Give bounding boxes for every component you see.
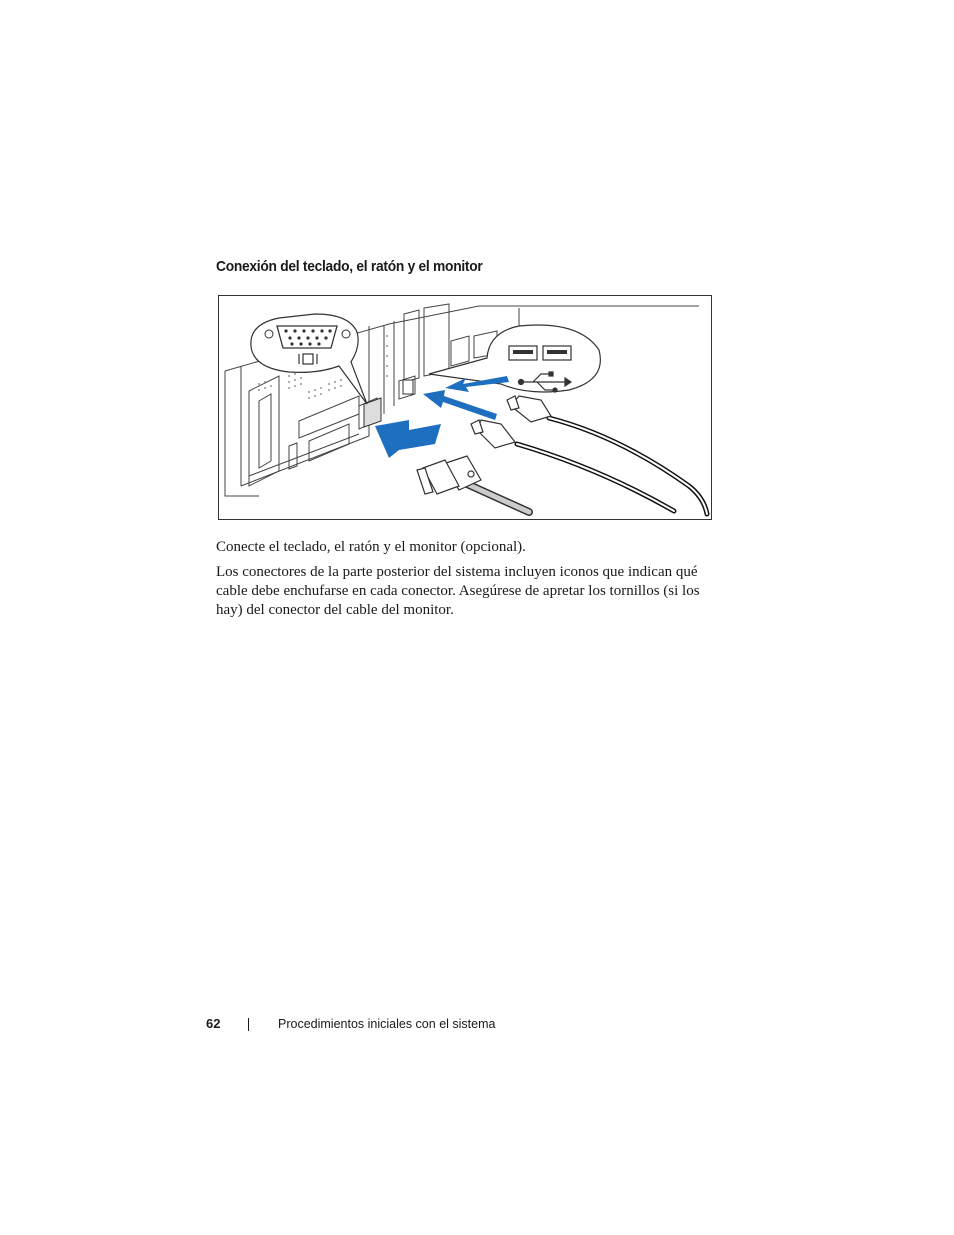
server-usb-port — [403, 380, 413, 394]
server-rear-illustration — [219, 296, 712, 520]
connection-arrows — [375, 376, 509, 458]
chapter-title: Procedimientos iniciales con el sistema — [278, 1017, 496, 1031]
vga-arrow — [375, 420, 441, 458]
page-number: 62 — [206, 1016, 221, 1031]
description-paragraph: Los conectores de la parte posterior del sistema incluyen iconos que indican qué cable debe enchufarse en cada conector. Asegúrese de apretar los tornillos (si los hay) del conector del cable del monitor. — [216, 564, 700, 618]
connection-figure — [218, 295, 712, 520]
usb-plug-lower — [471, 420, 515, 448]
usb-arrow-lower — [423, 390, 497, 420]
vga-port-icon — [251, 314, 367, 404]
footer-separator — [248, 1018, 249, 1031]
section-heading: Conexión del teclado, el ratón y el monitor — [216, 258, 483, 275]
usb-port-icon — [429, 325, 600, 392]
usb-plug-upper — [507, 396, 551, 422]
instruction-paragraph: Conecte el teclado, el ratón y el monitor (opcional). — [216, 539, 526, 555]
